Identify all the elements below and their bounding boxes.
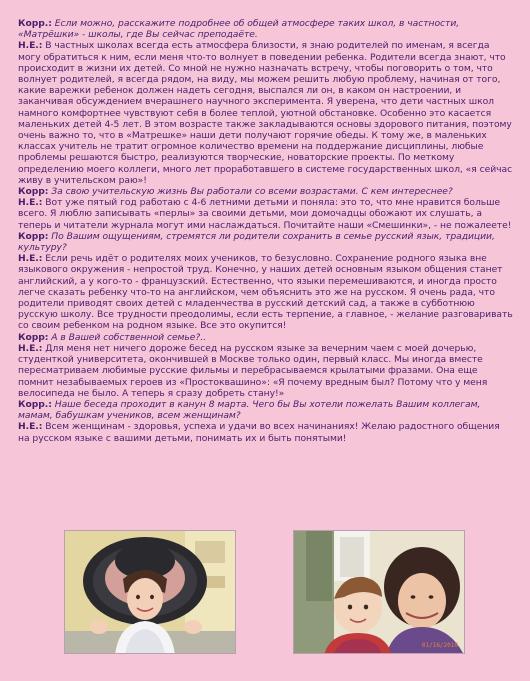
speaker-label: Корр: [18,230,49,242]
question-text: За свою учительскую жизнь Вы работали со всеми возрастами. С кем интереснее? [51,186,453,198]
speaker-label: Корр.: [18,18,52,29]
interview-question [18,18,514,40]
interview-answer [18,253,514,331]
answer-text: Вот уже пятый год работаю с 4-6 летними детьми и поняла: это то, что мне нравится больше всего. Я люблю записывать «перлы» за своими детьми, мои домочадцы обожают их слушать, а теперь и читатели журнала могут ими наслаждаться. Почитайте наши «Смешинки», - не пожалеете! [18,197,512,231]
question-text: Наше беседа проходит в канун 8 марта. Чего бы Вы хотели пожелать Вашим коллегам, мамам, бабушкам учеников, всем женщинам? [18,398,481,422]
interview-answer [18,421,514,443]
answer-text: В частных школах всегда есть атмосфера близости, я знаю родителей по именам, я всегда могу обратиться к ним, если меня что-то волнует в поведении ребенка. Родители всегда знают, что происходит в жизни их детей. Со мной не нужно назначать встречу, чтобы поговорить о том, что волнует родителей, я всегда рядом, на виду, мы можем решить любую проблему, начиная от того, какие варежки ребенок должен надеть сегодня, выспался ли он, в каком он настроении, и заканчивая обсуждением вчерашнего научного эксперимента. Я уверена, что дети частных школ намного комфортнее чувствуют себя в более теплой, уютной обстановке. Особенно это касается маленьких детей 4-5 лет. В этом возрасте также закладываются основы здорового питания, поэтому очень важно то, что в «Матрешке» наши дети получают горячие обеды. К тому же, в маленьких классах учитель не тратит огромное количество времени на поддержание дисциплины, любые проблемы решаются быстро, реализуются творческие, новаторские проекты. По меткому определению моего коллеги, много лет проработавшего в системе государственных школ, «я сейчас живу в учительском раю»! [18,40,513,186]
speaker-label: Н.Е.: [18,197,43,209]
photo-date-stamp: 01/16/2010 [421,642,458,649]
interview-answer [18,40,514,186]
photo-girl-in-hat [64,530,236,654]
interview-question [18,332,514,343]
speaker-label: Н.Е.: [18,40,43,52]
photo-woman-and-boy [293,530,465,654]
question-text: По Вашим ощущениям, стремятся ли родители сохранить в семье русский язык, традиции, культуру? [18,230,495,254]
speaker-label: Корр: [18,331,49,343]
speaker-label: Н.Е.: [18,253,43,265]
interview-question [18,186,514,197]
speaker-label: Н.Е.: [18,342,43,354]
speaker-label: Корр.: [18,398,52,410]
question-text: Если можно, расскажите подробнее об общей атмосфере таких школ, в частности, «Матрёшки» - школы, где Вы сейчас преподаёте. [18,18,460,41]
answer-text: Всем женщинам - здоровья, успеха и удачи во всех начинаниях! Желаю радостного общения на русском языке с вашими детьми, понимать их и быть понятыми! [18,421,500,444]
speaker-label: Корр: [18,186,49,198]
interview-answer [18,343,514,399]
interview-question [18,231,514,253]
interview-answer [18,197,514,231]
answer-text: Если речь идёт о родителях моих учеников, то безусловно. Сохранение родного языка вне языкового окружения - непростой труд. Конечно, у наших детей основным языком общения станет английский, а у кого-то - французский. Естественно, что языки перемешиваются, и иногда просто легче сказать ребенку что-то на английском, чем объяснить это же на русском. Я очень рада, что родители приводят своих детей с младенчества в русский детский сад, а также в субботнюю русскую школу. Все трудности преодолимы, если есть терпение, а главное, - желание разговаривать со своим ребенком на родном языке. Все это окупится! [18,253,513,332]
interview-question [18,399,514,421]
photo-boy-illustration [294,531,465,654]
photo-girl-illustration [65,531,236,654]
speaker-label: Н.Е.: [18,421,43,433]
answer-text: Для меня нет ничего дороже бесед на русском языке за вечерним чаем с моей дочерью, студенткой университета, окончившей в Москве только один, первый класс. Мы иногда вместе пересматриваем любимые русские фильмы и перебрасываемся крылатыми фразами. Она еще помнит незабываемых героев из «Простоквашино»: «Я почему вредным был? Потому что у меня велосипеда не было. А теперь я сразу добреть стану!» [18,342,488,399]
article-text [18,18,514,444]
question-text: А в Вашей собственной семье?.. [51,331,206,343]
